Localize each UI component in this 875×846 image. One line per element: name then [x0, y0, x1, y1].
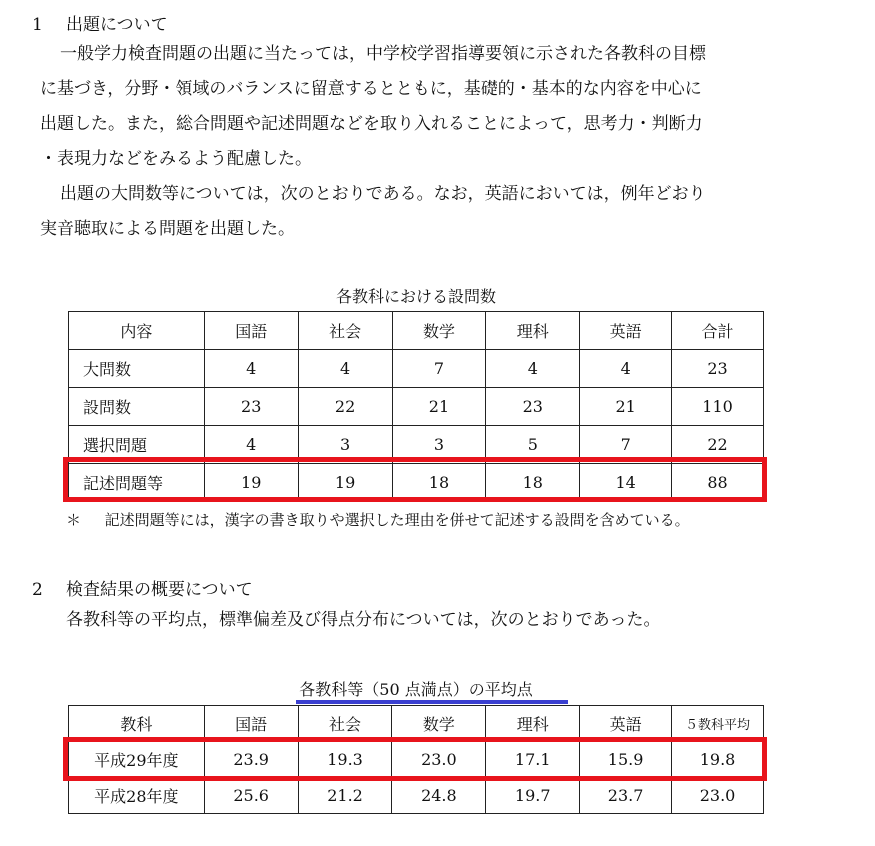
table-cell: 21: [392, 388, 486, 426]
table-2-caption: 各教科等（50 点満点）の平均点: [299, 680, 533, 699]
table-row: [69, 388, 764, 426]
table-cell: 22: [298, 388, 392, 426]
section-title: 出題について: [66, 15, 168, 35]
table-cell: 23.0: [672, 778, 764, 814]
section-2-paragraph: [66, 603, 866, 638]
table-cell: 19: [298, 464, 392, 502]
section-number: 2: [32, 580, 43, 600]
table-cell: 23: [486, 388, 580, 426]
section-1-paragraph-1: [40, 37, 840, 177]
paragraph-line: 一般学力検査問題の出題に当たっては，中学校学習指導要領に示された各教科の目標: [60, 44, 706, 64]
header-cell: 数学: [392, 706, 486, 742]
table-cell: 25.6: [204, 778, 298, 814]
table-cell: 23: [204, 388, 298, 426]
table-cell: 23.7: [580, 778, 672, 814]
row-label: 大問数: [69, 350, 205, 388]
table-cell: 19: [204, 464, 298, 502]
table-cell: 21.2: [298, 778, 392, 814]
table-cell: 3: [298, 426, 392, 464]
table-cell: 4: [298, 350, 392, 388]
table-cell: 5: [486, 426, 580, 464]
table-cell: 14: [580, 464, 672, 502]
row-highlight-box: [63, 737, 767, 781]
header-cell: 内容: [69, 312, 205, 350]
table-cell: 4: [580, 350, 672, 388]
note-mark: ＊: [66, 511, 82, 529]
table-cell: 18: [486, 464, 580, 502]
table-header-row: [69, 312, 764, 350]
paragraph-line: 実音聴取による問題を出題した。: [40, 219, 295, 239]
header-cell: 合計: [672, 312, 764, 350]
table-cell: 7: [392, 350, 486, 388]
header-cell: 社会: [298, 706, 392, 742]
paragraph-line: ・表現力などをみるよう配慮した。: [40, 149, 312, 169]
paragraph-line: に基づき，分野・領域のバランスに留意するとともに，基礎的・基本的な内容を中心に: [40, 79, 702, 99]
row-highlight-box: [63, 457, 767, 502]
header-cell: ５教科平均: [672, 706, 764, 742]
table-1-caption: 各教科における設問数: [335, 287, 496, 306]
table-cell: 23.0: [392, 742, 486, 778]
note-text: 記述問題等には，漢字の書き取りや選択した理由を併せて記述する設問を含めている。: [104, 511, 690, 529]
table-cell: 19.8: [672, 742, 764, 778]
caption-underline: [296, 700, 568, 704]
table-cell: 18: [392, 464, 486, 502]
table-cell: 21: [580, 388, 672, 426]
row-label: 選択問題: [69, 426, 205, 464]
header-cell: 英語: [580, 312, 672, 350]
table-cell: 22: [672, 426, 764, 464]
table-row: [69, 350, 764, 388]
table-cell: 15.9: [580, 742, 672, 778]
header-cell: 理科: [486, 312, 580, 350]
table-cell: 88: [672, 464, 764, 502]
table-cell: 19.3: [298, 742, 392, 778]
section-title: 検査結果の概要について: [66, 580, 253, 600]
section-number: 1: [32, 15, 43, 35]
paragraph-line: 出題の大問数等については，次のとおりである。なお，英語においては，例年どおり: [60, 184, 706, 204]
table-row: [69, 778, 764, 814]
header-cell: 教科: [69, 706, 205, 742]
section-2-heading: [32, 575, 253, 600]
header-cell: 理科: [486, 706, 580, 742]
header-cell: 国語: [204, 312, 298, 350]
table-cell: 4: [204, 426, 298, 464]
table-cell: 110: [672, 388, 764, 426]
row-label: 記述問題等: [69, 464, 205, 502]
header-cell: 社会: [298, 312, 392, 350]
table-cell: 24.8: [392, 778, 486, 814]
row-label: 設問数: [69, 388, 205, 426]
row-label: 平成28年度: [69, 778, 205, 814]
paragraph-line: 各教科等の平均点，標準偏差及び得点分布については，次のとおりであった。: [66, 610, 661, 630]
header-cell: 数学: [392, 312, 486, 350]
table-cell: 3: [392, 426, 486, 464]
table-cell: 23: [672, 350, 764, 388]
paragraph-line: 出題した。また，総合問題や記述問題などを取り入れることによって，思考力・判断力: [40, 114, 703, 134]
table-1-note: [66, 509, 690, 530]
table-cell: 7: [580, 426, 672, 464]
header-cell: 国語: [204, 706, 298, 742]
row-label: 平成29年度: [69, 742, 205, 778]
table-cell: 4: [204, 350, 298, 388]
section-1-paragraph-2: [40, 177, 840, 247]
table-cell: 4: [486, 350, 580, 388]
header-cell: 英語: [580, 706, 672, 742]
table-cell: 17.1: [486, 742, 580, 778]
table-cell: 19.7: [486, 778, 580, 814]
section-1-heading: [32, 10, 168, 35]
table-cell: 23.9: [204, 742, 298, 778]
